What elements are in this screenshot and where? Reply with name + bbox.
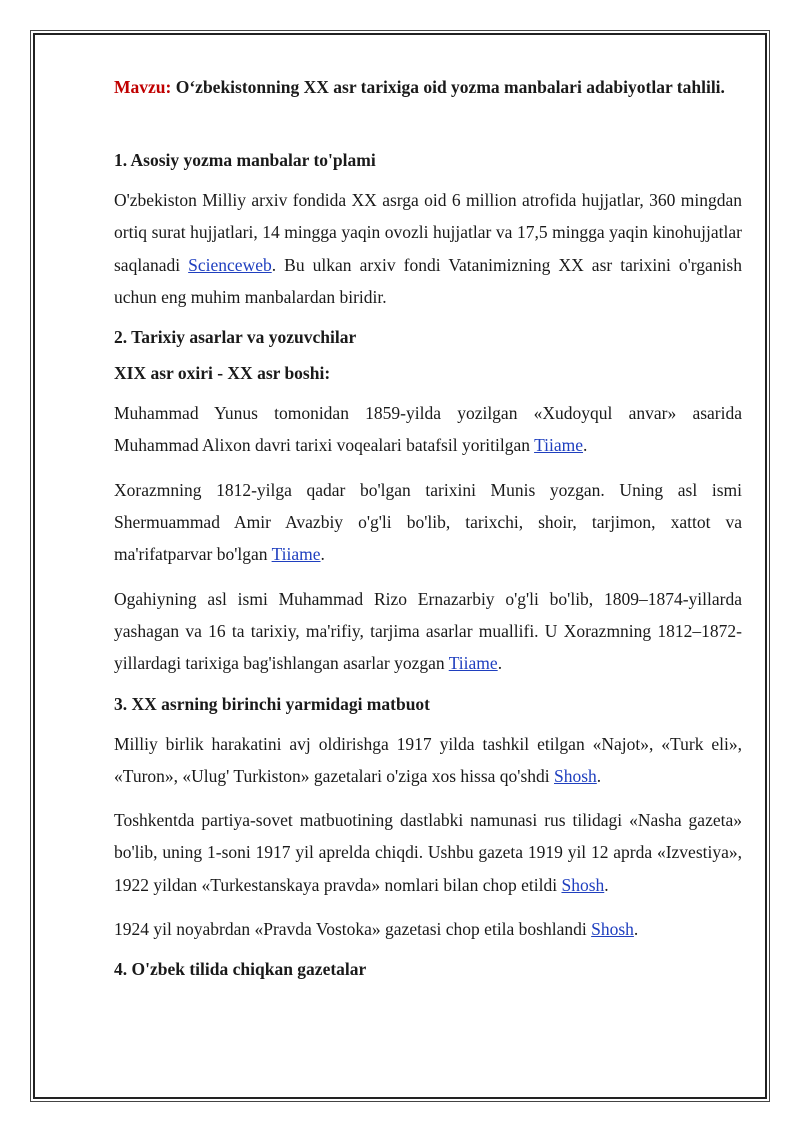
section-heading-4: 4. O'zbek tilida chiqkan gazetalar [114,959,367,980]
section-heading-1: 1. Asosiy yozma manbalar to'plami [114,150,376,170]
topic-title: O‘zbekistonning XX asr tarixiga oid yozma manbalari adabiyotlar tahlili. [175,77,725,97]
paragraph-text: Muhammad Yunus tomonidan 1859-yilda yozilgan «Xudoyqul anvar» asarida Muhammad Alixon davri tarixi voqealari batafsil yoritilgan [114,403,742,456]
paragraph [114,583,742,680]
paragraph-text: 1924 yil noyabrdan «Pravda Vostoka» gazetasi chop etila boshlandi [114,919,592,940]
paragraph [114,474,742,571]
source-link-scienceweb[interactable]: Scienceweb [188,254,272,275]
document-body [114,72,742,993]
paragraph-text: O'zbekiston Milliy arxiv fondida XX asrga oid 6 million atrofida hujjatlar, 360 mingdan ortiq surat hujjatlari, 14 mingga yaqin ovozli hujjatlar va 17,5 mingga yaqin kinohujjatlar saqlanadi [114,190,742,275]
spacer [114,103,742,148]
paragraph-text: . [633,919,639,940]
topic-line [114,72,742,103]
paragraph [114,913,742,945]
paragraph-text: . [583,435,588,456]
paragraph-text: Ogahiyning asl ismi Muhammad Rizo Ernazarbiy o'g'li bo'lib, 1809–1874-yillarda yashagan va 16 ta tarixiy, ma'rifiy, tarjima asarlar muallifi. U Xorazmning 1812–1872-yillardagi tarixiga bag'ishlangan asarlar yozgan [114,588,742,674]
source-link-shosh[interactable]: Shosh [561,874,605,895]
paragraph-text: . [604,874,609,895]
paragraph-text: . [596,765,602,786]
topic-label: Mavzu: [114,77,172,97]
source-link-tiiame[interactable]: Tiiame [534,435,584,456]
source-link-shosh[interactable]: Shosh [554,765,597,786]
paragraph [114,184,742,313]
section-heading-2: 2. Tarixiy asarlar va yozuvchilar [114,327,357,348]
paragraph-text: . Bu ulkan arxiv fondi Vatanimizning XX asr tarixini o'rganish uchun eng muhim manbalardan biridir. [114,254,742,307]
paragraph-text: . [320,544,325,565]
paragraph-text: . [497,653,503,674]
section-heading-3: 3. XX asrning birinchi yarmidagi matbuot [114,693,430,714]
paragraph [114,804,742,901]
paragraph [114,397,742,462]
source-link-tiiame[interactable]: Tiiame [271,544,321,565]
paragraph-text: Xorazmning 1812-yilga qadar bo'lgan tarixini Munis yozgan. Uning asl ismi Shermuammad Amir Avazbiy o'g'li bo'lib, tarixchi, shoir, tarjimon, xattot va ma'rifatparvar bo'lgan [114,479,742,565]
paragraph [114,728,742,793]
paragraph-text: Toshkentda partiya-sovet matbuotining dastlabki namunasi rus tilidagi «Nasha gazeta» bo'lib, uning 1-soni 1917 yil aprelda chiqdi. Ushbu gazeta 1919 yil 12 aprda «Izvestiya», 1922 yildan «Turkestanskaya pravda» nomlari bilan chop etildi [114,810,742,895]
paragraph-text: Milliy birlik harakatini avj oldirishga 1917 yilda tashkil etilgan «Najot», «Turk eli», «Turon», «Ulug' Turkiston» gazetalari o'ziga xos hissa qo'shdi [114,733,742,786]
subheading: XIX asr oxiri - XX asr boshi: [114,363,331,384]
source-link-shosh[interactable]: Shosh [591,919,634,940]
source-link-tiiame[interactable]: Tiiame [448,653,498,674]
